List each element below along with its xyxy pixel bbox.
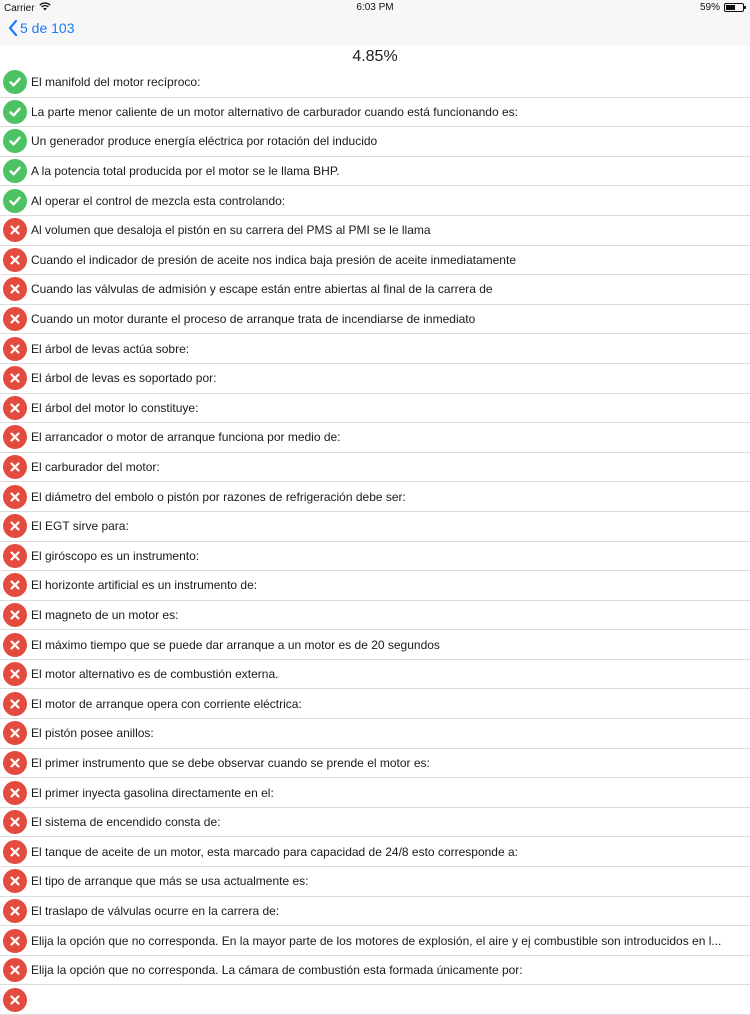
- question-row[interactable]: [0, 571, 750, 601]
- cross-circle-icon: [3, 337, 27, 361]
- question-text: El horizonte artificial es un instrumento de:: [31, 578, 258, 593]
- question-text: Al operar el control de mezcla esta controlando:: [31, 193, 286, 208]
- cross-circle-icon: [3, 929, 27, 953]
- question-text: Elija la opción que no corresponda. La cámara de combustión esta formada únicamente por:: [31, 963, 523, 978]
- cross-circle-icon: [3, 544, 27, 568]
- cross-circle-icon: [3, 455, 27, 479]
- checkmark-circle-icon: [3, 100, 27, 124]
- cross-circle-icon: [3, 573, 27, 597]
- question-row[interactable]: [0, 867, 750, 897]
- question-row[interactable]: [0, 985, 750, 1015]
- question-text: Elija la opción que no corresponda. En la mayor parte de los motores de explosión, el aire y eį combustible son introducidos en l...: [31, 933, 722, 948]
- cross-circle-icon: [3, 840, 27, 864]
- question-text: A la potencia total producida por el motor se le llama BHP.: [31, 164, 340, 179]
- question-row[interactable]: [0, 186, 750, 216]
- question-row[interactable]: [0, 305, 750, 335]
- checkmark-circle-icon: [3, 70, 27, 94]
- question-text: El carburador del motor:: [31, 460, 160, 475]
- question-row[interactable]: [0, 394, 750, 424]
- question-text: Un generador produce energía eléctrica por rotación del inducido: [31, 134, 378, 149]
- question-text: El diámetro del embolo o pistón por razones de refrigeración debe ser:: [31, 489, 406, 504]
- question-row[interactable]: [0, 719, 750, 749]
- cross-circle-icon: [3, 396, 27, 420]
- cross-circle-icon: [3, 810, 27, 834]
- question-row[interactable]: [0, 749, 750, 779]
- score-percentage: 4.85%: [352, 48, 398, 65]
- navigation-bar: [0, 16, 750, 46]
- question-row[interactable]: [0, 246, 750, 276]
- question-text: Al volumen que desaloja el pistón en su carrera del PMS al PMI se le llama: [31, 223, 431, 238]
- checkmark-circle-icon: [3, 129, 27, 153]
- question-row[interactable]: [0, 423, 750, 453]
- question-text: El arrancador o motor de arranque funciona por medio de:: [31, 430, 341, 445]
- cross-circle-icon: [3, 603, 27, 627]
- question-row[interactable]: [0, 778, 750, 808]
- question-row[interactable]: [0, 926, 750, 956]
- question-text: El motor alternativo es de combustión externa.: [31, 667, 279, 682]
- checkmark-circle-icon: [3, 159, 27, 183]
- cross-circle-icon: [3, 248, 27, 272]
- battery-icon: [724, 3, 744, 12]
- cross-circle-icon: [3, 721, 27, 745]
- cross-circle-icon: [3, 899, 27, 923]
- question-text: El sistema de encendido consta de:: [31, 815, 221, 830]
- question-row[interactable]: [0, 482, 750, 512]
- question-row[interactable]: [0, 98, 750, 128]
- question-row[interactable]: [0, 808, 750, 838]
- question-list: [0, 68, 750, 1015]
- question-row[interactable]: [0, 689, 750, 719]
- chevron-left-icon: [8, 20, 18, 36]
- battery-percent: 59%: [699, 2, 720, 13]
- question-row[interactable]: [0, 897, 750, 927]
- cross-circle-icon: [3, 485, 27, 509]
- cross-circle-icon: [3, 662, 27, 686]
- question-text: El primer instrumento que se debe observar cuando se prende el motor es:: [31, 755, 430, 770]
- cross-circle-icon: [3, 514, 27, 538]
- question-row[interactable]: [0, 956, 750, 986]
- question-text: El giróscopo es un instrumento:: [31, 548, 200, 563]
- question-text: El árbol de levas actúa sobre:: [31, 341, 190, 356]
- question-row[interactable]: [0, 837, 750, 867]
- question-row[interactable]: [0, 334, 750, 364]
- question-row[interactable]: [0, 601, 750, 631]
- clock: 6:03 PM: [356, 2, 394, 13]
- carrier-label: Carrier: [4, 2, 35, 14]
- question-text: El primer inyecta gasolina directamente en el:: [31, 785, 274, 800]
- cross-circle-icon: [3, 869, 27, 893]
- cross-circle-icon: [3, 692, 27, 716]
- question-text: Cuando un motor durante el proceso de arranque trata de incendiarse de inmediato: [31, 312, 476, 327]
- cross-circle-icon: [3, 958, 27, 982]
- question-text: El manifold del motor recíproco:: [31, 75, 201, 90]
- question-row[interactable]: [0, 453, 750, 483]
- question-row[interactable]: [0, 542, 750, 572]
- question-text: El motor de arranque opera con corriente eléctrica:: [31, 696, 302, 711]
- question-text: Cuando el indicador de presión de aceite nos indica baja presión de aceite inmediatamente: [31, 252, 516, 267]
- status-bar: [0, 0, 750, 16]
- question-text: El árbol del motor lo constituye:: [31, 400, 199, 415]
- question-row[interactable]: [0, 660, 750, 690]
- cross-circle-icon: [3, 307, 27, 331]
- question-text: El EGT sirve para:: [31, 519, 129, 534]
- question-text: El tanque de aceite de un motor, esta marcado para capacidad de 24/8 esto corresponde a:: [31, 844, 518, 859]
- question-row[interactable]: [0, 157, 750, 187]
- question-row[interactable]: [0, 512, 750, 542]
- question-text: La parte menor caliente de un motor alternativo de carburador cuando está funcionando es:: [31, 104, 518, 119]
- back-button-label: 5 de 103: [20, 20, 75, 36]
- question-row[interactable]: [0, 275, 750, 305]
- checkmark-circle-icon: [3, 189, 27, 213]
- cross-circle-icon: [3, 366, 27, 390]
- cross-circle-icon: [3, 425, 27, 449]
- question-text: El máximo tiempo que se puede dar arranque a un motor es de 20 segundos: [31, 637, 440, 652]
- cross-circle-icon: [3, 633, 27, 657]
- cross-circle-icon: [3, 751, 27, 775]
- battery-group: [700, 2, 744, 13]
- question-text: El árbol de levas es soportado por:: [31, 371, 217, 386]
- back-button[interactable]: [8, 20, 75, 36]
- question-text: El pistón posee anillos:: [31, 726, 154, 741]
- question-row[interactable]: [0, 127, 750, 157]
- question-row[interactable]: [0, 364, 750, 394]
- question-row[interactable]: [0, 216, 750, 246]
- cross-circle-icon: [3, 218, 27, 242]
- question-text: El traslapo de válvulas ocurre en la carrera de:: [31, 903, 280, 918]
- question-row[interactable]: [0, 630, 750, 660]
- question-row[interactable]: [0, 68, 750, 98]
- cross-circle-icon: [3, 277, 27, 301]
- cross-circle-icon: [3, 781, 27, 805]
- question-text: El magneto de un motor es:: [31, 607, 179, 622]
- question-text: Cuando las válvulas de admisión y escape están entre abiertas al final de la carrera de: [31, 282, 493, 297]
- question-text: El tipo de arranque que más se usa actualmente es:: [31, 874, 309, 889]
